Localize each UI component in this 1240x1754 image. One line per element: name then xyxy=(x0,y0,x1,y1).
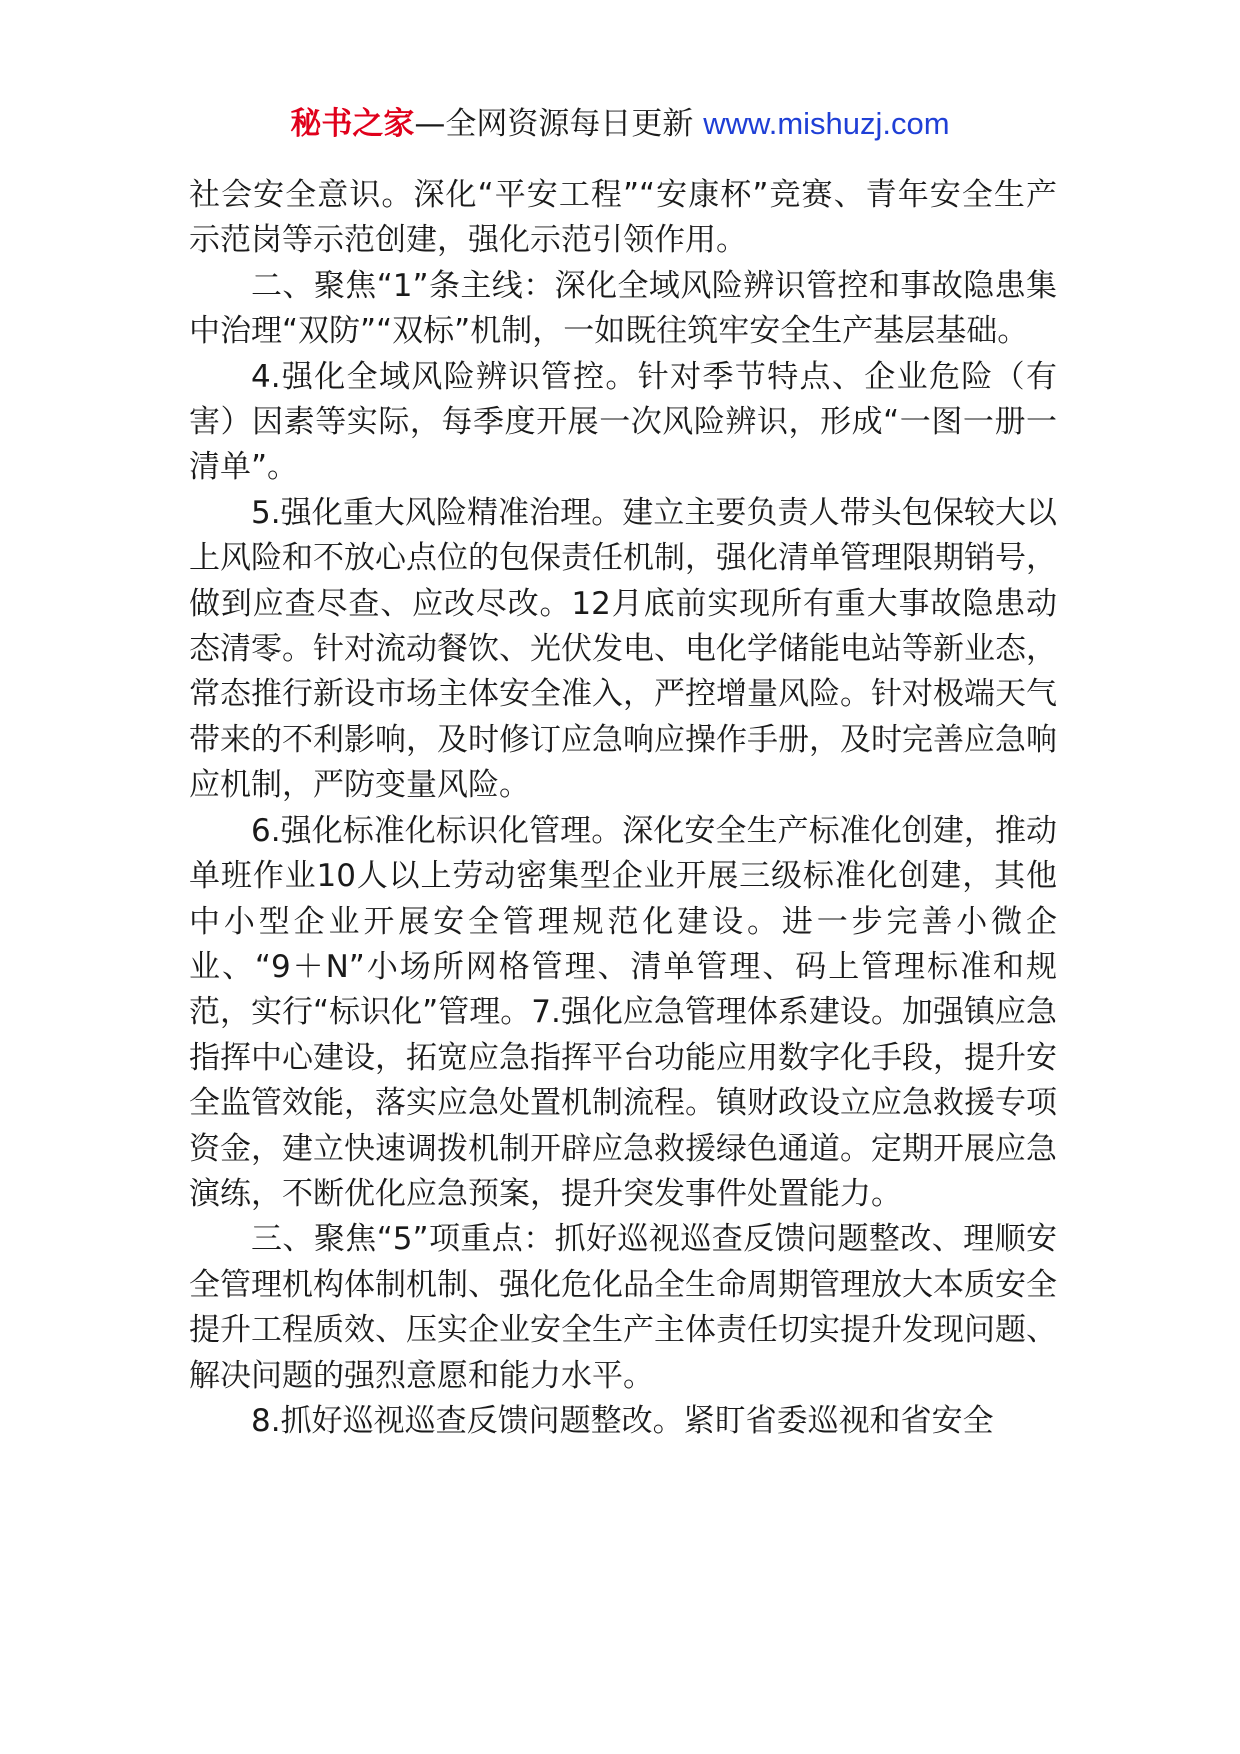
paragraph-item-5: 5.强化重大风险精准治理。建立主要负责人带头包保较大以上风险和不放心点位的包保责任机制，强化清单管理限期销号，做到应查尽查、应改尽改。12月底前实现所有重大事故隐患动态清零。针对流动餐饮、光伏发电、电化学储能电站等新业态，常态推行新设市场主体安全准入，严控增量风险。针对极端天气带来的不利影响，及时修订应急响应操作手册，及时完善应急响应机制，严防变量风险。 xyxy=(189,494,1057,804)
paragraph-item-6-7: 6.强化标准化标识化管理。深化安全生产标准化创建，推动单班作业10人以上劳动密集型企业开展三级标准化创建，其他中小型企业开展安全管理规范化建设。进一步完善小微企业、“9＋N”小场所网格管理、清单管理、码上管理标准和规范，实行“标识化”管理。7.强化应急管理体系建设。加强镇应急指挥中心建设，拓宽应急指挥平台功能应用数字化手段，提升安全监管效能，落实应急处置机制流程。镇财政设立应急救援专项资金，建立快速调拨机制开辟应急救援绿色通道。定期开展应急演练，不断优化应急预案，提升突发事件处置能力。 xyxy=(189,812,1057,1212)
site-url[interactable]: www.mishuzj.com xyxy=(703,106,950,141)
paragraph-continuation: 社会安全意识。深化“平安工程”“安康杯”竞赛、青年安全生产示范岗等示范创建，强化示范引领作用。 xyxy=(189,177,1057,259)
document-body xyxy=(189,173,1057,1444)
section-heading-2: 二、聚焦“1”条主线：深化全域风险辨识管控和事故隐患集中治理“双防”“双标”机制，一如既往筑牢安全生产基层基础。 xyxy=(189,267,1057,350)
paragraph-item-8: 8.抓好巡视巡查反馈问题整改。紧盯省委巡视和省安全 xyxy=(251,1402,994,1439)
section-heading-3: 三、聚焦“5”项重点：抓好巡视巡查反馈问题整改、理顺安全管理机构体制机制、强化危化品全生命周期管理放大本质安全提升工程质效、压实企业安全生产主体责任切实提升发现问题、解决问题的强烈意愿和能力水平。 xyxy=(189,1221,1057,1394)
page-header xyxy=(0,104,1240,144)
header-tagline: —全网资源每日更新 xyxy=(414,106,704,142)
brand-name: 秘书之家 xyxy=(290,106,415,142)
paragraph-item-4: 4.强化全域风险辨识管控。针对季节特点、企业危险（有害）因素等实际，每季度开展一次风险辨识，形成“一图一册一清单”。 xyxy=(189,358,1057,486)
